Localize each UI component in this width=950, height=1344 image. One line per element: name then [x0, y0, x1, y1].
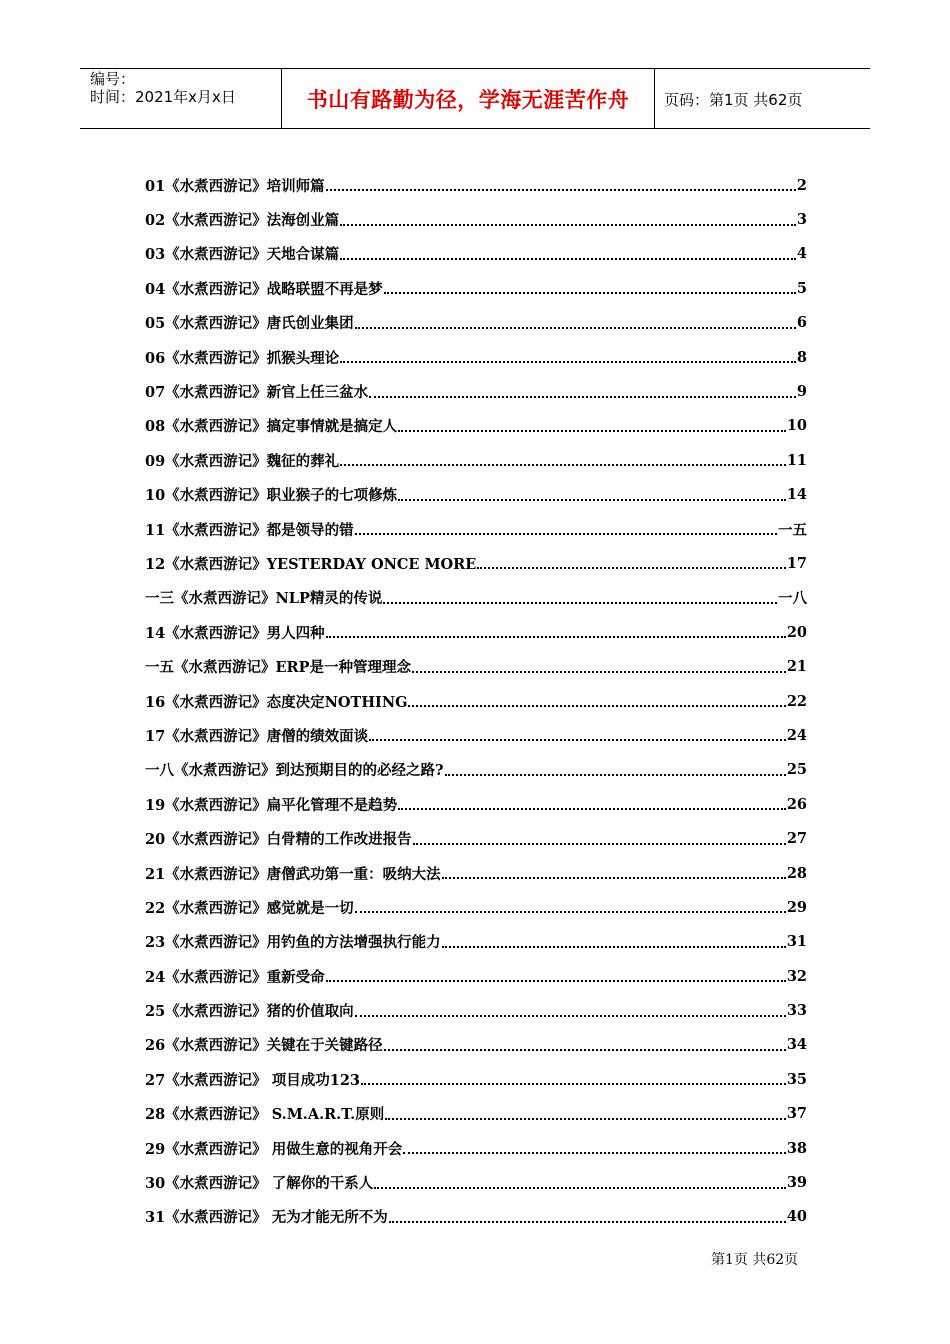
toc-entry[interactable] [145, 306, 807, 340]
toc-entry[interactable] [145, 409, 807, 443]
toc-entry-page: 14 [786, 486, 807, 504]
toc-leader-dots [383, 602, 777, 604]
toc-entry[interactable] [145, 1097, 807, 1131]
toc-leader-dots [326, 636, 786, 638]
header-meta [90, 70, 280, 106]
toc-leader-dots [326, 189, 796, 191]
toc-entry-title: 02《水煮西游记》法海创业篇 [145, 212, 340, 230]
toc-entry-page: 29 [786, 898, 807, 916]
footer-page-info: 第1页 共62页 [711, 1252, 799, 1268]
toc-entry[interactable] [145, 1028, 807, 1062]
toc-leader-dots [403, 1152, 786, 1154]
toc-entry[interactable] [145, 443, 807, 477]
toc-leader-dots [361, 1083, 786, 1085]
toc-entry[interactable] [145, 1200, 807, 1234]
toc-entry-page: 11 [786, 451, 807, 469]
toc-entry[interactable] [145, 1165, 807, 1199]
toc-entry-page: 31 [786, 933, 807, 951]
toc-entry[interactable] [145, 581, 807, 615]
toc-entry-page: 21 [786, 658, 807, 676]
toc-entry-page: 22 [786, 692, 807, 710]
toc-entry-page: 24 [786, 726, 807, 744]
toc-entry[interactable] [145, 374, 807, 408]
toc-leader-dots [398, 430, 786, 432]
toc-entry[interactable] [145, 512, 807, 546]
toc-leader-dots [340, 258, 796, 260]
toc-entry-page: 40 [786, 1208, 807, 1226]
toc-entry-page: 5 [796, 279, 807, 297]
toc-entry[interactable] [145, 821, 807, 855]
toc-entry[interactable] [145, 993, 807, 1027]
toc-entry-title: 21《水煮西游记》唐僧武功第一重：吸纳大法 [145, 865, 441, 883]
toc-entry[interactable] [145, 615, 807, 649]
toc-entry-page: 28 [786, 864, 807, 882]
toc-entry[interactable] [145, 1062, 807, 1096]
toc-entry-page: 4 [796, 245, 807, 263]
toc-entry-title: 28《水煮西游记》 S.M.A.R.T.原则 [145, 1106, 385, 1124]
table-of-contents [145, 168, 807, 1234]
toc-entry-title: 31《水煮西游记》 无为才能无所不为 [145, 1209, 388, 1227]
toc-entry[interactable] [145, 890, 807, 924]
toc-entry-page: 25 [786, 761, 807, 779]
toc-entry-title: 14《水煮西游记》男人四种 [145, 624, 325, 642]
toc-entry-page: 3 [796, 211, 807, 229]
toc-leader-dots [398, 499, 786, 501]
toc-entry[interactable] [145, 856, 807, 890]
toc-entry-page: 38 [786, 1139, 807, 1157]
toc-entry[interactable] [145, 340, 807, 374]
toc-entry[interactable] [145, 546, 807, 580]
toc-entry-page: 26 [786, 795, 807, 813]
toc-entry-page: 一八 [778, 590, 807, 608]
header-bottom-rule [80, 128, 870, 129]
toc-entry-title: 一五《水煮西游记》ERP是一种管理理念 [145, 659, 412, 677]
header-divider-right [654, 68, 655, 128]
toc-leader-dots [340, 361, 796, 363]
toc-entry-title: 10《水煮西游记》职业猴子的七项修炼 [145, 487, 398, 505]
toc-entry-title: 一三《水煮西游记》NLP精灵的传说 [145, 590, 383, 608]
toc-entry-title: 17《水煮西游记》唐僧的绩效面谈 [145, 727, 369, 745]
toc-entry-page: 33 [786, 1002, 807, 1020]
toc-entry-title: 20《水煮西游记》白骨精的工作改进报告 [145, 831, 412, 849]
toc-leader-dots [355, 1015, 786, 1017]
toc-entry-page: 8 [796, 348, 807, 366]
number-label: 编号： [90, 70, 136, 88]
toc-leader-dots [445, 774, 786, 776]
toc-entry[interactable] [145, 202, 807, 236]
toc-entry-title: 26《水煮西游记》关键在于关键路径 [145, 1037, 383, 1055]
toc-entry[interactable] [145, 271, 807, 305]
toc-entry-page: 37 [786, 1105, 807, 1123]
toc-entry-page: 一五 [778, 521, 807, 539]
toc-leader-dots [369, 739, 786, 741]
toc-entry-page: 10 [786, 417, 807, 435]
toc-leader-dots [326, 980, 786, 982]
toc-entry-title: 01《水煮西游记》培训师篇 [145, 177, 325, 195]
toc-entry[interactable] [145, 753, 807, 787]
toc-leader-dots [442, 877, 786, 879]
toc-leader-dots [412, 671, 786, 673]
toc-leader-dots [340, 464, 786, 466]
header-top-rule [80, 68, 870, 69]
toc-entry-title: 09《水煮西游记》魏征的葬礼 [145, 452, 340, 470]
toc-entry-title: 05《水煮西游记》唐氏创业集团 [145, 315, 354, 333]
toc-entry-title: 23《水煮西游记》用钓鱼的方法增强执行能力 [145, 934, 441, 952]
toc-entry-title: 27《水煮西游记》 项目成功123 [145, 1071, 360, 1089]
toc-entry-title: 03《水煮西游记》天地合谋篇 [145, 246, 340, 264]
toc-leader-dots [369, 396, 796, 398]
toc-leader-dots [384, 292, 796, 294]
toc-leader-dots [385, 1118, 786, 1120]
toc-entry-title: 22《水煮西游记》感觉就是一切 [145, 899, 354, 917]
toc-entry[interactable] [145, 649, 807, 683]
toc-entry[interactable] [145, 478, 807, 512]
toc-entry-title: 12《水煮西游记》YESTERDAY ONCE MORE [145, 555, 477, 573]
toc-entry-page: 9 [796, 383, 807, 401]
toc-entry[interactable] [145, 925, 807, 959]
toc-entry-title: 一八《水煮西游记》到达预期目的的必经之路? [145, 762, 444, 780]
toc-entry-title: 08《水煮西游记》搞定事情就是搞定人 [145, 418, 398, 436]
toc-entry-page: 2 [796, 176, 807, 194]
toc-entry-title: 04《水煮西游记》战略联盟不再是梦 [145, 280, 383, 298]
toc-entry-title: 30《水煮西游记》 了解你的干系人 [145, 1175, 374, 1193]
toc-leader-dots [389, 1221, 786, 1223]
toc-leader-dots [477, 567, 786, 569]
toc-entry-page: 39 [786, 1174, 807, 1192]
toc-entry[interactable] [145, 959, 807, 993]
toc-entry[interactable] [145, 237, 807, 271]
toc-leader-dots [340, 224, 796, 226]
toc-entry-title: 29《水煮西游记》 用做生意的视角开会 [145, 1140, 403, 1158]
toc-entry-page: 34 [786, 1036, 807, 1054]
toc-entry-page: 35 [786, 1070, 807, 1088]
toc-leader-dots [398, 808, 786, 810]
toc-entry-title: 11《水煮西游记》都是领导的错 [145, 521, 354, 539]
toc-leader-dots [384, 1049, 786, 1051]
toc-entry-page: 27 [786, 830, 807, 848]
toc-entry-title: 07《水煮西游记》新官上任三盆水 [145, 384, 369, 402]
toc-leader-dots [374, 1187, 786, 1189]
toc-leader-dots [442, 946, 786, 948]
toc-leader-dots [355, 327, 796, 329]
toc-entry[interactable] [145, 1131, 807, 1165]
header-motto: 书山有路勤为径，学海无涯苦作舟 [306, 88, 630, 112]
toc-leader-dots [355, 911, 786, 913]
toc-leader-dots [355, 533, 777, 535]
toc-entry-page: 6 [796, 314, 807, 332]
toc-entry-title: 24《水煮西游记》重新受命 [145, 968, 325, 986]
toc-leader-dots [408, 705, 785, 707]
toc-entry-page: 32 [786, 967, 807, 985]
toc-entry-title: 06《水煮西游记》抓猴头理论 [145, 349, 340, 367]
toc-entry-page: 17 [786, 554, 807, 572]
toc-entry-title: 16《水煮西游记》态度决定NOTHING [145, 693, 408, 711]
toc-entry-title: 25《水煮西游记》猪的价值取向 [145, 1003, 354, 1021]
toc-entry[interactable] [145, 787, 807, 821]
toc-entry-title: 19《水煮西游记》扁平化管理不是趋势 [145, 796, 398, 814]
toc-entry-page: 20 [786, 623, 807, 641]
toc-entry[interactable] [145, 718, 807, 752]
toc-entry[interactable] [145, 168, 807, 202]
header-page-info: 页码：第1页 共62页 [664, 91, 803, 109]
time-label: 时间：2021年x月x日 [90, 88, 236, 106]
toc-leader-dots [413, 843, 786, 845]
toc-entry[interactable] [145, 684, 807, 718]
